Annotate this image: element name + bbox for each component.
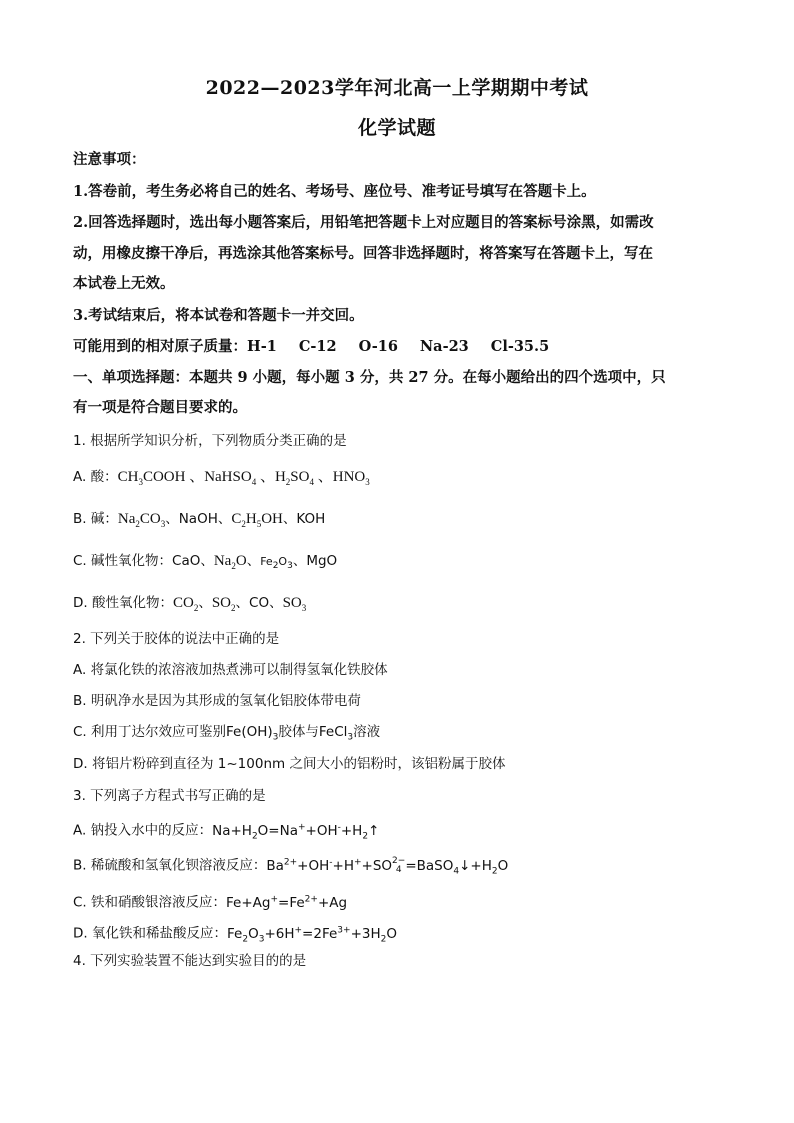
option-c-prefix: C. 利用丁达尔效应可鉴别 <box>73 724 227 740</box>
option-d-prefix: D. 将铝片粉碎到直径为 <box>73 756 218 772</box>
option-c-label: C. 碱性氧化物： <box>73 553 173 569</box>
question-4-stem: 4. 下列实验装置不能达到实验目的的是 <box>73 953 307 969</box>
note-item-2-line-1: 2.回答选择题时，选出每小题答案后，用铅笔把答题卡上对应题目的答案标号涂黑，如需改 <box>73 214 654 231</box>
exam-subtitle: 化学试题 <box>357 117 436 139</box>
question-3-option-d: D. 氧化铁和稀盐酸反应：$Fe_2O_3+6H^+=2Fe^{3+}+3H_2O$ <box>73 925 397 945</box>
option-d-label: D. 氧化铁和稀盐酸反应： <box>73 925 227 942</box>
question-1-option-c: C. 碱性氧化物：CaO、$Na_2O$、$Fe_2O_3$、MgO <box>73 553 338 572</box>
option-a-label: A. 钠投入水中的反应： <box>73 822 213 839</box>
option-c-middle: 胶体与 <box>278 724 319 740</box>
option-d-label: D. 酸性氧化物： <box>73 595 173 611</box>
option-d-suffix: 之间大小的铝粉时，该铝粉属于胶体 <box>285 756 506 772</box>
option-c-label: C. 铁和硝酸银溶液反应： <box>73 894 227 911</box>
option-b-label: B. 碱： <box>73 511 118 527</box>
question-3-option-a: A. 钠投入水中的反应：$Na+H_2O=Na^++OH^-+H_2↑$ <box>73 822 380 842</box>
section-heading-line-1: 一、单项选择题：本题共 9 小题，每小题 3 分，共 27 分。在每小题给出的四个选项中，只 <box>73 369 666 386</box>
question-2-option-c: C. 利用丁达尔效应可鉴别$Fe(OH)_3$胶体与FeCl$_3$溶液 <box>73 724 381 743</box>
note-item-3: 3.考试结束后，将本试卷和答题卡一并交回。 <box>73 307 364 324</box>
note-item-2-line-3: 本试卷上无效。 <box>73 275 175 292</box>
option-a-label: A. 酸： <box>73 469 118 485</box>
question-3-stem: 3. 下列离子方程式书写正确的是 <box>73 788 266 804</box>
atomic-mass-h: H-1 <box>247 338 277 355</box>
question-1-option-d: D. 酸性氧化物：$CO_2$、$SO_2$、CO、$SO_3$ <box>73 595 307 613</box>
question-2-option-d <box>73 754 723 774</box>
question-1-option-a: A. 酸：$CH_3COOH$ 、NaHSO$_4$ 、$H_2SO_4$ 、$HNO_3$ <box>73 469 370 487</box>
question-1-option-b: B. 碱：$Na_2CO_3$、NaOH、$C_2H_5OH$、KOH <box>73 511 326 529</box>
note-item-1: 1.答卷前，考生务必将自己的姓名、考场号、座位号、准考证号填写在答题卡上。 <box>73 183 596 200</box>
option-b-label: B. 稀硫酸和氢氧化钡溶液反应： <box>73 857 267 874</box>
question-2-option-b: B. 明矾净水是因为其形成的氢氧化铝胶体带电荷 <box>73 693 361 709</box>
atomic-mass-o: O-16 <box>358 338 398 355</box>
option-c-suffix: 溶液 <box>353 724 381 740</box>
atomic-mass-cl: Cl-35.5 <box>490 338 550 355</box>
question-2-stem: 2. 下列关于胶体的说法中正确的是 <box>73 631 280 647</box>
note-item-2-line-2: 动，用橡皮擦干净后，再选涂其他答案标号。回答非选择题时，将答案写在答题卡上，写在 <box>73 245 653 262</box>
atomic-mass-line <box>73 337 723 357</box>
notes-heading: 注意事项： <box>73 151 146 168</box>
question-2-option-a: A. 将氯化铁的浓溶液加热煮沸可以制得氢氧化铁胶体 <box>73 662 388 678</box>
section-heading-line-2: 有一项是符合题目要求的。 <box>73 399 247 416</box>
question-3-option-c: C. 铁和硝酸银溶液反应：$Fe+Ag^+=Fe^{2+}+Ag$ <box>73 894 348 911</box>
question-3-option-b: B. 稀硫酸和氢氧化钡溶液反应：$Ba^{2+}+OH^-+H^++SO$ 2− 4 $=BaSO_4↓+H_2O$ <box>73 855 509 877</box>
atomic-mass-label: 可能用到的相对原子质量： <box>73 338 247 355</box>
atomic-mass-c: C-12 <box>298 338 337 355</box>
exam-title: 2022—2023学年河北高一上学期期中考试 <box>205 77 589 99</box>
question-1-stem: 1. 根据所学知识分析，下列物质分类正确的是 <box>73 433 347 449</box>
option-d-range: 1~100nm <box>217 756 286 772</box>
atomic-mass-na: Na-23 <box>419 338 469 355</box>
